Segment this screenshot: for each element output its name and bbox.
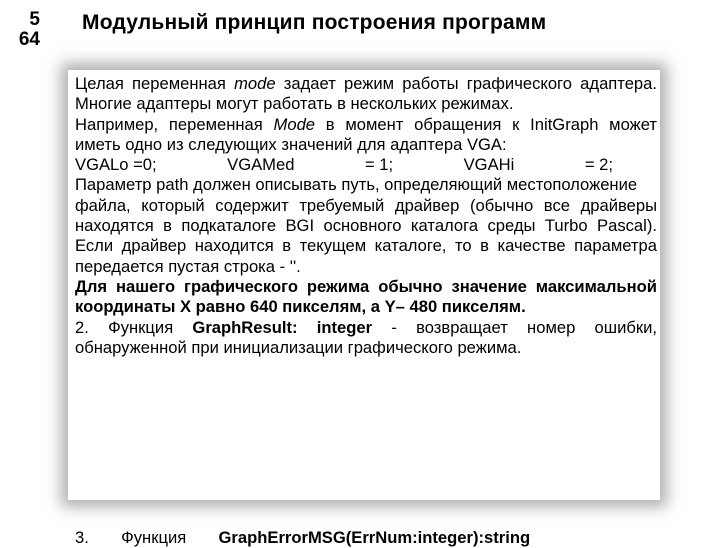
body-text — [75, 74, 657, 358]
paragraph-graphresult: 2. Функция GraphResult: integer - возвращает номер ошибки, обнаруженной при инициализации графического режима. — [75, 317, 658, 357]
paragraph-resolution: Для нашего графического режима обычно значение максимальной координаты X равно 640 пикселям, а Y– 480 пикселям. — [75, 276, 657, 317]
vga-values-row — [75, 155, 657, 175]
mode-term: mode — [234, 74, 276, 93]
paragraph-mode: Целая переменная mode задает режим работы графического адаптера. Многие адаптеры могут работать в нескольких режимах. — [75, 74, 657, 114]
paragraph-example: Например, переменная Mode в момент обращения к InitGraph может иметь одно из следующих значений для адаптера VGA: — [75, 114, 657, 154]
vga-med: VGAMed — [227, 155, 295, 175]
paragraph-driver: файла, который содержит требуемый драйвер (обычно все драйверы находятся в подкаталоге BGI основного каталога среды Turbo Pascal). Если драйвер находится в текущем каталоге, то в качестве параметра передается пустая строка - ''. — [75, 195, 657, 276]
slide-number — [0, 10, 40, 50]
slide-title: Модульный принцип построения программ — [82, 11, 547, 34]
graphresult-term: GraphResult: integer — [192, 317, 373, 337]
vga-hi: VGAHi — [463, 155, 515, 175]
vga-med-value: = 1; — [364, 155, 394, 175]
mode-term-2: Mode — [273, 114, 316, 134]
slide-number-line2: 64 — [18, 29, 40, 50]
cutoff-line: 3. Функция GraphErrorMSG(ErrNum:integer):string — [75, 528, 531, 547]
slide-number-line1: 5 — [29, 9, 40, 30]
vga-lo: VGALo =0; — [75, 155, 157, 175]
vga-hi-value: = 2; — [584, 155, 613, 175]
paragraph-path: Параметр path должен описывать путь, определяющий местоположение — [75, 175, 638, 195]
